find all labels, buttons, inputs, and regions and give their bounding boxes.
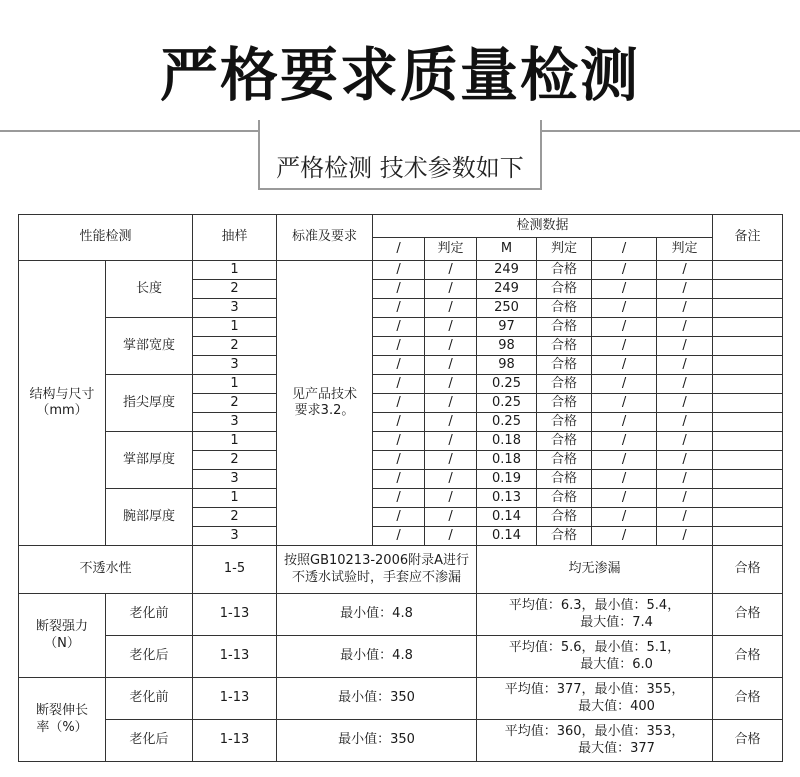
data-cell-c2: / — [425, 299, 477, 318]
tensile-row — [19, 594, 783, 636]
subheader-cell: M — [477, 238, 537, 261]
aging-condition: 老化后 — [106, 720, 193, 762]
structure-requirement-line2: 要求3.2。 — [294, 403, 355, 418]
sample-number: 2 — [193, 508, 277, 527]
tensile-label — [19, 594, 106, 678]
dimension-row — [19, 375, 783, 394]
data-cell-c1: / — [373, 261, 425, 280]
verdict-cell: 合格 — [713, 720, 783, 762]
dimension-name: 掌部宽度 — [106, 318, 193, 375]
data-cell-c6: / — [657, 356, 713, 375]
watertight-row — [19, 546, 783, 594]
data-cell-c5: / — [592, 527, 657, 546]
dimension-name: 长度 — [106, 261, 193, 318]
minimum-requirement: 最小值：4.8 — [277, 636, 477, 678]
measured-values — [477, 720, 713, 762]
measured-values — [477, 636, 713, 678]
data-cell-j: 合格 — [537, 451, 592, 470]
remarks-cell — [713, 280, 783, 299]
measured-values-line1: 平均值：377，最小值：355， — [504, 682, 685, 698]
sample-number: 1 — [193, 432, 277, 451]
minimum-requirement: 最小值：350 — [277, 720, 477, 762]
data-cell-c2: / — [425, 451, 477, 470]
structure-label — [19, 261, 106, 546]
watertight-requirement-line2: 不透水试验时，手套应不渗漏 — [292, 569, 462, 585]
data-cell-c6: / — [657, 432, 713, 451]
sample-number: 3 — [193, 470, 277, 489]
dimension-row — [19, 432, 783, 451]
data-cell-c2: / — [425, 318, 477, 337]
table-body — [19, 215, 783, 762]
sample-number: 1 — [193, 318, 277, 337]
data-cell-c5: / — [592, 356, 657, 375]
data-cell-c6: / — [657, 451, 713, 470]
sample-number: 3 — [193, 413, 277, 432]
data-cell-c1: / — [373, 527, 425, 546]
tensile-label-line2: （N） — [44, 635, 80, 651]
data-cell-c1: / — [373, 356, 425, 375]
inspection-table — [18, 214, 783, 762]
data-cell-m: 250 — [477, 299, 537, 318]
data-cell-c5: / — [592, 413, 657, 432]
data-cell-c5: / — [592, 337, 657, 356]
minimum-requirement: 最小值：350 — [277, 678, 477, 720]
data-cell-c6: / — [657, 299, 713, 318]
data-cell-c2: / — [425, 394, 477, 413]
aging-condition: 老化后 — [106, 636, 193, 678]
data-cell-c2: / — [425, 356, 477, 375]
sample-range: 1-13 — [193, 594, 277, 636]
data-cell-m: 98 — [477, 356, 537, 375]
sample-number: 2 — [193, 337, 277, 356]
sample-number: 1 — [193, 261, 277, 280]
remarks-cell — [713, 432, 783, 451]
dimension-row — [19, 489, 783, 508]
remarks-cell — [713, 508, 783, 527]
measured-values-line2: 最大值：6.0 — [580, 656, 653, 672]
data-cell-c1: / — [373, 337, 425, 356]
measured-values-line1: 平均值：5.6，最小值：5.1， — [508, 640, 681, 656]
remarks-cell — [713, 527, 783, 546]
measured-values-line1: 平均值：6.3，最小值：5.4， — [508, 598, 681, 614]
dimension-name: 掌部厚度 — [106, 432, 193, 489]
subheader-cell: 判定 — [425, 238, 477, 261]
elongation-label-line1: 断裂伸长 — [35, 703, 88, 719]
data-cell-c5: / — [592, 299, 657, 318]
structure-label-line2: （mm） — [36, 403, 88, 418]
dimension-name: 指尖厚度 — [106, 375, 193, 432]
remarks-cell — [713, 413, 783, 432]
data-cell-c5: / — [592, 318, 657, 337]
data-cell-m: 0.14 — [477, 527, 537, 546]
data-cell-c6: / — [657, 508, 713, 527]
data-cell-c6: / — [657, 489, 713, 508]
data-cell-c6: / — [657, 394, 713, 413]
data-cell-j: 合格 — [537, 470, 592, 489]
elongation-label-line2: 率（%） — [36, 719, 88, 735]
data-cell-c6: / — [657, 280, 713, 299]
remarks-cell — [713, 470, 783, 489]
data-cell-c1: / — [373, 451, 425, 470]
measured-values-line2: 最大值：377 — [578, 740, 655, 756]
data-cell-c2: / — [425, 432, 477, 451]
subheader-cell: / — [592, 238, 657, 261]
data-cell-c2: / — [425, 280, 477, 299]
remarks-cell — [713, 451, 783, 470]
watertight-result: 均无渗漏 — [477, 546, 713, 594]
dimension-row — [19, 261, 783, 280]
data-cell-c5: / — [592, 508, 657, 527]
subheader-cell: 判定 — [537, 238, 592, 261]
data-cell-j: 合格 — [537, 489, 592, 508]
tensile-label-line1: 断裂强力 — [35, 619, 88, 635]
sample-number: 1 — [193, 489, 277, 508]
header-row — [19, 215, 783, 238]
remarks-cell — [713, 356, 783, 375]
data-cell-m: 249 — [477, 280, 537, 299]
elongation-row — [19, 678, 783, 720]
data-cell-c5: / — [592, 451, 657, 470]
header-remarks: 备注 — [713, 215, 783, 261]
measured-values — [477, 594, 713, 636]
data-cell-c5: / — [592, 375, 657, 394]
data-cell-c5: / — [592, 432, 657, 451]
data-cell-c5: / — [592, 280, 657, 299]
tensile-row — [19, 636, 783, 678]
sample-number: 2 — [193, 280, 277, 299]
data-cell-j: 合格 — [537, 375, 592, 394]
data-cell-c1: / — [373, 508, 425, 527]
sample-number: 3 — [193, 356, 277, 375]
data-cell-c2: / — [425, 527, 477, 546]
minimum-requirement: 最小值：4.8 — [277, 594, 477, 636]
data-cell-j: 合格 — [537, 299, 592, 318]
verdict-cell: 合格 — [713, 678, 783, 720]
watertight-sampling: 1-5 — [193, 546, 277, 594]
remarks-cell — [713, 337, 783, 356]
elongation-row — [19, 720, 783, 762]
verdict-cell: 合格 — [713, 594, 783, 636]
header-test-data: 检测数据 — [373, 215, 713, 238]
measured-values-line1: 平均值：360，最小值：353， — [504, 724, 685, 740]
data-cell-m: 98 — [477, 337, 537, 356]
data-cell-m: 0.25 — [477, 394, 537, 413]
sample-number: 2 — [193, 451, 277, 470]
data-cell-m: 0.25 — [477, 413, 537, 432]
data-cell-m: 249 — [477, 261, 537, 280]
remarks-cell — [713, 394, 783, 413]
data-cell-c1: / — [373, 318, 425, 337]
data-cell-j: 合格 — [537, 261, 592, 280]
structure-requirement-line1: 见产品技术 — [292, 386, 358, 402]
sample-range: 1-13 — [193, 720, 277, 762]
sample-range: 1-13 — [193, 678, 277, 720]
data-cell-c1: / — [373, 470, 425, 489]
page-title: 严格要求质量检测 — [159, 41, 640, 109]
data-cell-j: 合格 — [537, 337, 592, 356]
sample-range: 1-13 — [193, 636, 277, 678]
subheader-cell: / — [373, 238, 425, 261]
header-performance: 性能检测 — [19, 215, 193, 261]
header-sampling: 抽样 — [193, 215, 277, 261]
data-cell-j: 合格 — [537, 413, 592, 432]
data-cell-c2: / — [425, 508, 477, 527]
data-cell-j: 合格 — [537, 527, 592, 546]
data-cell-m: 97 — [477, 318, 537, 337]
remarks-cell — [713, 261, 783, 280]
watertight-verdict: 合格 — [713, 546, 783, 594]
dimension-name: 腕部厚度 — [106, 489, 193, 546]
data-cell-c2: / — [425, 375, 477, 394]
data-cell-c2: / — [425, 261, 477, 280]
page-subtitle: 严格检测 技术参数如下 — [276, 154, 524, 182]
data-cell-c2: / — [425, 489, 477, 508]
watertight-requirement-line1: 按照GB10213-2006附录A进行 — [284, 553, 470, 569]
data-cell-c5: / — [592, 394, 657, 413]
data-cell-m: 0.18 — [477, 432, 537, 451]
measured-values-line2: 最大值：400 — [578, 698, 655, 714]
data-cell-m: 0.14 — [477, 508, 537, 527]
data-cell-c6: / — [657, 413, 713, 432]
sample-number: 1 — [193, 375, 277, 394]
data-cell-c1: / — [373, 489, 425, 508]
data-cell-j: 合格 — [537, 356, 592, 375]
data-cell-m: 0.13 — [477, 489, 537, 508]
sample-number: 3 — [193, 527, 277, 546]
data-cell-j: 合格 — [537, 508, 592, 527]
data-cell-c2: / — [425, 470, 477, 489]
verdict-cell: 合格 — [713, 636, 783, 678]
data-cell-c1: / — [373, 299, 425, 318]
watertight-requirement — [277, 546, 477, 594]
remarks-cell — [713, 318, 783, 337]
data-cell-c5: / — [592, 261, 657, 280]
data-cell-c1: / — [373, 432, 425, 451]
remarks-cell — [713, 375, 783, 394]
sample-number: 3 — [193, 299, 277, 318]
data-cell-c5: / — [592, 470, 657, 489]
data-cell-c1: / — [373, 375, 425, 394]
elongation-label — [19, 678, 106, 762]
aging-condition: 老化前 — [106, 594, 193, 636]
data-cell-c2: / — [425, 413, 477, 432]
data-cell-c1: / — [373, 413, 425, 432]
data-cell-j: 合格 — [537, 432, 592, 451]
measured-values-line2: 最大值：7.4 — [580, 614, 653, 630]
data-cell-j: 合格 — [537, 394, 592, 413]
data-cell-c6: / — [657, 527, 713, 546]
header-standard: 标准及要求 — [277, 215, 373, 261]
remarks-cell — [713, 299, 783, 318]
data-cell-c1: / — [373, 280, 425, 299]
dimension-row — [19, 318, 783, 337]
data-cell-j: 合格 — [537, 318, 592, 337]
data-cell-c6: / — [657, 261, 713, 280]
structure-requirement — [277, 261, 373, 546]
watertight-label: 不透水性 — [19, 546, 193, 594]
data-cell-c2: / — [425, 337, 477, 356]
sample-number: 2 — [193, 394, 277, 413]
structure-label-line1: 结构与尺寸 — [29, 386, 95, 402]
data-cell-c6: / — [657, 337, 713, 356]
data-cell-j: 合格 — [537, 280, 592, 299]
data-cell-c6: / — [657, 470, 713, 489]
data-cell-c6: / — [657, 375, 713, 394]
data-cell-c6: / — [657, 318, 713, 337]
subheader-cell: 判定 — [657, 238, 713, 261]
measured-values — [477, 678, 713, 720]
data-cell-m: 0.19 — [477, 470, 537, 489]
data-cell-c5: / — [592, 489, 657, 508]
data-cell-m: 0.18 — [477, 451, 537, 470]
remarks-cell — [713, 489, 783, 508]
aging-condition: 老化前 — [106, 678, 193, 720]
data-cell-c1: / — [373, 394, 425, 413]
data-cell-m: 0.25 — [477, 375, 537, 394]
